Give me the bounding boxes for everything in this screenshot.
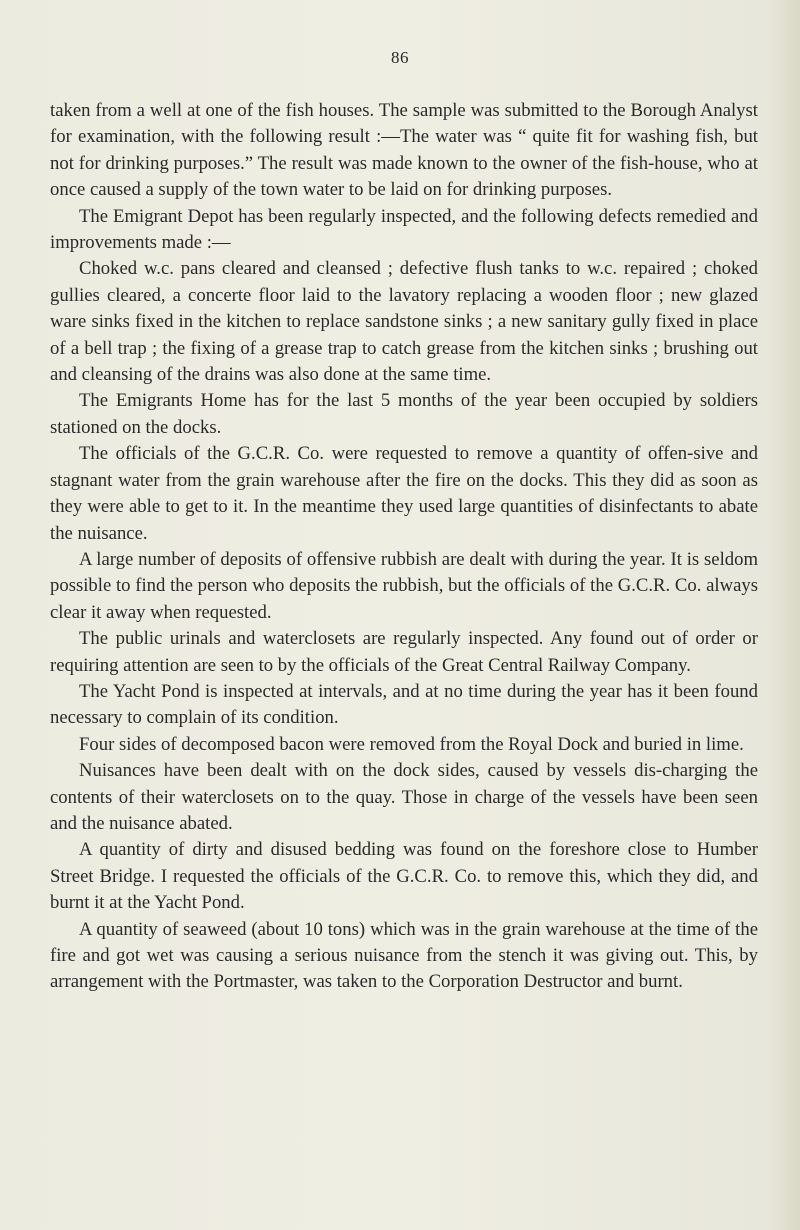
paragraph-disused-bedding: A quantity of dirty and disused bedding was found on the foreshore close to Humber Street Bridge. I requested the officials of the G.C.R. Co. to remove this, which they did, and burnt it at the Yacht Pond.: [50, 839, 758, 914]
paragraph-yacht-pond: The Yacht Pond is inspected at intervals, and at no time during the year has it been found necessary to complain of its condition.: [50, 680, 758, 729]
paragraph-emigrants-home: The Emigrants Home has for the last 5 months of the year been occupied by soldiers stationed on the docks.: [50, 390, 758, 438]
page-number: 86: [391, 48, 409, 67]
paragraph-repairs-list: Choked w.c. pans cleared and cleansed ; defective flush tanks to w.c. repaired ; choked gullies cleared, a concerte floor laid to the lavatory replacing a wooden floor ; new glazed ware sinks fixed in the kitchen to replace sandstone sinks ; a new sanitary gully fixed in place of a bell trap ; the fixing of a grease trap to catch grease from the kitchen sinks ; brushing out and cleansing of the drains was also done at the same time.: [50, 258, 758, 386]
paragraph-rubbish-deposits: A large number of deposits of offensive rubbish are dealt with during the year. It is seldom possible to find the person who deposits the rubbish, but the officials of the G.C.R. Co. always clear it away when requested.: [50, 548, 758, 623]
body-text: [50, 98, 758, 996]
paragraph-stagnant-water: The officials of the G.C.R. Co. were requested to remove a quantity of offen-sive and stagnant water from the grain warehouse after the fire on the docks. This they did as soon as they were able to get to it. In the meantime they used large quantities of disinfectants to abate the nuisance.: [50, 443, 758, 544]
paragraph-emigrant-depot: The Emigrant Depot has been regularly inspected, and the following defects remedied and improvements made :—: [50, 205, 758, 254]
paragraph-decomposed-bacon: Four sides of decomposed bacon were removed from the Royal Dock and buried in lime.: [79, 733, 744, 755]
paragraph-seaweed: A quantity of seaweed (about 10 tons) which was in the grain warehouse at the time of the fire and got wet was causing a serious nuisance from the stench it was giving out. This, by arrangement with the Portmaster, was taken to the Corporation Destructor and burnt.: [50, 918, 758, 993]
paragraph-fish-house-water: taken from a well at one of the fish houses. The sample was submitted to the Borough Analyst for examination, with the following result :—The water was “ quite fit for washing fish, but not for drinking purposes.” The result was made known to the owner of the fish-house, who at once caused a supply of the town water to be laid on for drinking purposes.: [50, 100, 758, 201]
paragraph-dock-nuisances: Nuisances have been dealt with on the dock sides, caused by vessels dis-charging the contents of their waterclosets on to the quay. Those in charge of the vessels have been seen and the nuisance abated.: [50, 760, 758, 834]
paragraph-public-urinals: The public urinals and waterclosets are regularly inspected. Any found out of order or requiring attention are seen to by the officials of the Great Central Railway Company.: [50, 628, 758, 676]
